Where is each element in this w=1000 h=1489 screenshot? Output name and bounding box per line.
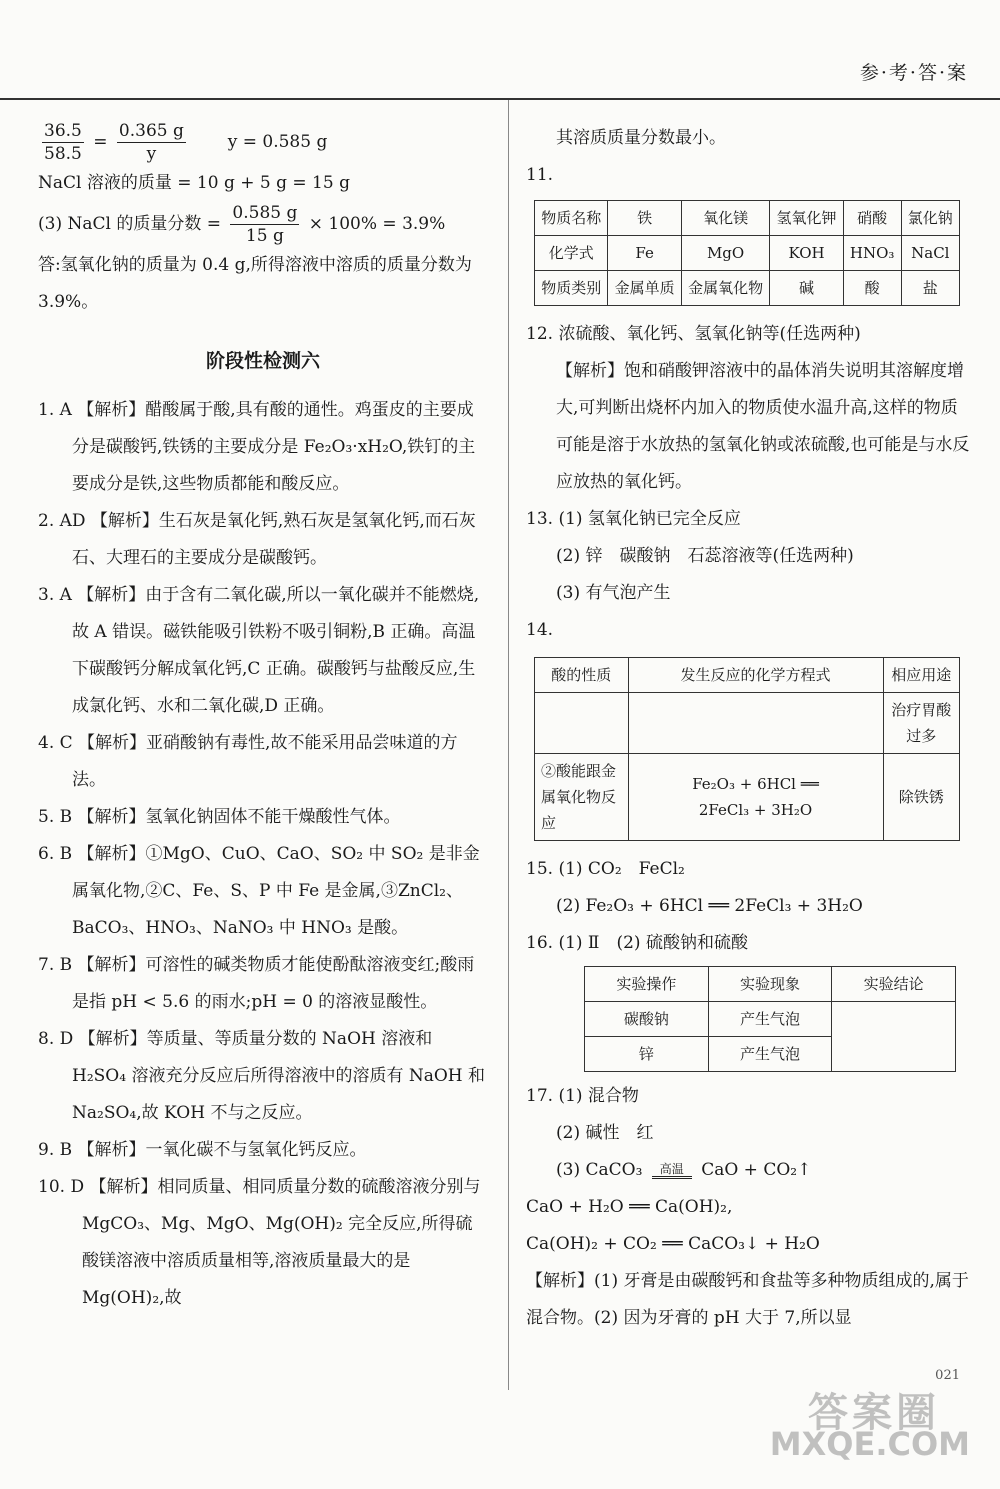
right-column bbox=[526, 120, 971, 1337]
q13-part1: 13. (1) 氢氧化钠已完全反应 bbox=[526, 509, 741, 529]
q13-part3: (3) 有气泡产生 bbox=[556, 583, 671, 603]
ratio-equation: $\frac{36.5}{58.5}$ = $\frac{0.365 g}{y}$ y = 0.585 g bbox=[44, 121, 328, 164]
watermark: 答案圈 MXQE.COM bbox=[769, 1390, 970, 1463]
q12-answer: 12. 浓硫酸、氧化钙、氢氧化钠等(任选两种) bbox=[526, 324, 861, 344]
answer-text: 答:氢氧化钠的质量为 0.4 g,所得溶液中溶质的质量分数为 3.9%。 bbox=[38, 255, 472, 312]
list-item: 9. B 【解析】一氧化碳不与氢氧化钙反应。 bbox=[38, 1140, 367, 1160]
acid-property-table bbox=[534, 657, 960, 841]
table-row: 治疗胃酸过多 bbox=[535, 693, 960, 754]
table-row: 锌 产生气泡 bbox=[585, 1037, 956, 1072]
q11-label: 11. bbox=[526, 165, 554, 185]
fraction-1: $\frac{36.5}{58.5}$ bbox=[44, 121, 82, 164]
list-item: 8. D 【解析】等质量、等质量分数的 NaOH 溶液和 H₂SO₄ 溶液充分反应后所得溶液中的溶质有 NaOH 和 Na₂SO₄,故 KOH 不与之反应。 bbox=[38, 1029, 486, 1123]
list-item: 2. AD 【解析】生石灰是氧化钙,熟石灰是氢氧化钙,而石灰石、大理石的主要成分是碳酸钙。 bbox=[38, 511, 476, 568]
fraction-2: $\frac{0.365 g}{y}$ bbox=[118, 121, 184, 164]
table-row: 碳酸钠 产生气泡 bbox=[585, 1002, 956, 1037]
list-item: 10. D 【解析】相同质量、相同质量分数的硫酸溶液分别与 MgCO₃、Mg、MgO、Mg(OH)₂ 完全反应,所得硫酸镁溶液中溶质质量相等,溶液质量最大的是 Mg(OH)₂,故 bbox=[38, 1177, 481, 1308]
q17-part3: (3) CaCO₃ 高温 CaO + CO₂↑ bbox=[556, 1160, 812, 1180]
section-title: 阶段性检测六 bbox=[205, 350, 320, 372]
list-item: 4. C 【解析】亚硝酸钠有毒性,故不能采用品尝味道的方法。 bbox=[38, 733, 458, 790]
list-item: 3. A 【解析】由于含有二氧化碳,所以一氧化碳并不能燃烧,故 A 错误。磁铁能吸引铁粉不吸引铜粉,B 正确。高温下碳酸钙分解成氧化钙,C 正确。碳酸钙与盐酸反应,生成氯化钙、水和二氧化碳,D 正确。 bbox=[38, 585, 480, 716]
table-row: ②酸能跟金属氧化物反应 Fe₂O₃ + 6HCl ══ 2FeCl₃ + 3H₂O 除铁锈 bbox=[535, 754, 960, 841]
substance-table bbox=[534, 200, 960, 306]
q16-answer: 16. (1) Ⅱ (2) 硫酸钠和硫酸 bbox=[526, 933, 748, 953]
q17-explanation: 【解析】(1) 牙膏是由碳酸钙和食盐等多种物质组成的,属于混合物。(2) 因为牙膏的 pH 大于 7,所以显 bbox=[526, 1271, 969, 1328]
table-row: 酸的性质 发生反应的化学方程式 相应用途 bbox=[535, 658, 960, 693]
q15-part1: 15. (1) CO₂ FeCl₂ bbox=[526, 859, 685, 879]
list-item: 7. B 【解析】可溶性的碱类物质才能使酚酞溶液变红;酸雨是指 pH < 5.6 的雨水;pH = 0 的溶液显酸性。 bbox=[38, 955, 475, 1012]
table-row: 物质名称 铁 氧化镁 氢氧化钾 硝酸 氯化钠 bbox=[535, 201, 960, 236]
q12-explanation: 【解析】饱和硝酸钾溶液中的晶体消失说明其溶解度增大,可判断出烧杯内加入的物质使水温升高,这样的物质可能是溶于水放热的氢氧化钠或浓硫酸,也可能是与水反应放热的氧化钙。 bbox=[556, 361, 970, 492]
q17-eq3: Ca(OH)₂ + CO₂ ══ CaCO₃↓ + H₂O bbox=[526, 1234, 820, 1254]
header-divider bbox=[0, 98, 1000, 100]
table-row: 化学式 Fe MgO KOH HNO₃ NaCl bbox=[535, 236, 960, 271]
reaction-condition: 高温 bbox=[659, 1162, 684, 1176]
nacl-mass: NaCl 溶液的质量 = 10 g + 5 g = 15 g bbox=[38, 173, 350, 193]
experiment-table bbox=[584, 966, 956, 1072]
page-number: 021 bbox=[935, 1368, 960, 1383]
q17-part2: (2) 碱性 红 bbox=[556, 1123, 654, 1143]
page-header: 参·考·答·案 bbox=[859, 62, 968, 84]
q13-part2: (2) 锌 碳酸钠 石蕊溶液等(任选两种) bbox=[556, 546, 854, 566]
q3-calculation: (3) NaCl 的质量分数 = $\frac{0.585 g}{15 g}$ × 100% = 3.9% bbox=[38, 203, 446, 246]
list-item: 6. B 【解析】①MgO、CuO、CaO、SO₂ 中 SO₂ 是非金属氧化物,②C、Fe、S、P 中 Fe 是金属,③ZnCl₂、BaCO₃、HNO₃、NaNO₃ 中 HNO₃ 是酸。 bbox=[38, 844, 480, 938]
table-row: 物质类别 金属单质 金属氧化物 碱 酸 盐 bbox=[535, 271, 960, 306]
left-column bbox=[38, 120, 488, 1317]
y-result: y = 0.585 g bbox=[227, 132, 328, 152]
continuation-text: 其溶质质量分数最小。 bbox=[556, 128, 726, 148]
q17-part1: 17. (1) 混合物 bbox=[526, 1086, 639, 1106]
list-item: 5. B 【解析】氢氧化钠固体不能干燥酸性气体。 bbox=[38, 807, 401, 827]
list-item: 1. A 【解析】醋酸属于酸,具有酸的通性。鸡蛋皮的主要成分是碳酸钙,铁锈的主要成分是 Fe₂O₃·xH₂O,铁钉的主要成分是铁,这些物质都能和酸反应。 bbox=[38, 400, 476, 494]
q17-eq2: CaO + H₂O ══ Ca(OH)₂, bbox=[526, 1197, 733, 1217]
table-row: 实验操作 实验现象 实验结论 bbox=[585, 967, 956, 1002]
q15-part2: (2) Fe₂O₃ + 6HCl ══ 2FeCl₃ + 3H₂O bbox=[556, 896, 863, 916]
column-divider bbox=[508, 100, 509, 1390]
q14-label: 14. bbox=[526, 620, 554, 640]
